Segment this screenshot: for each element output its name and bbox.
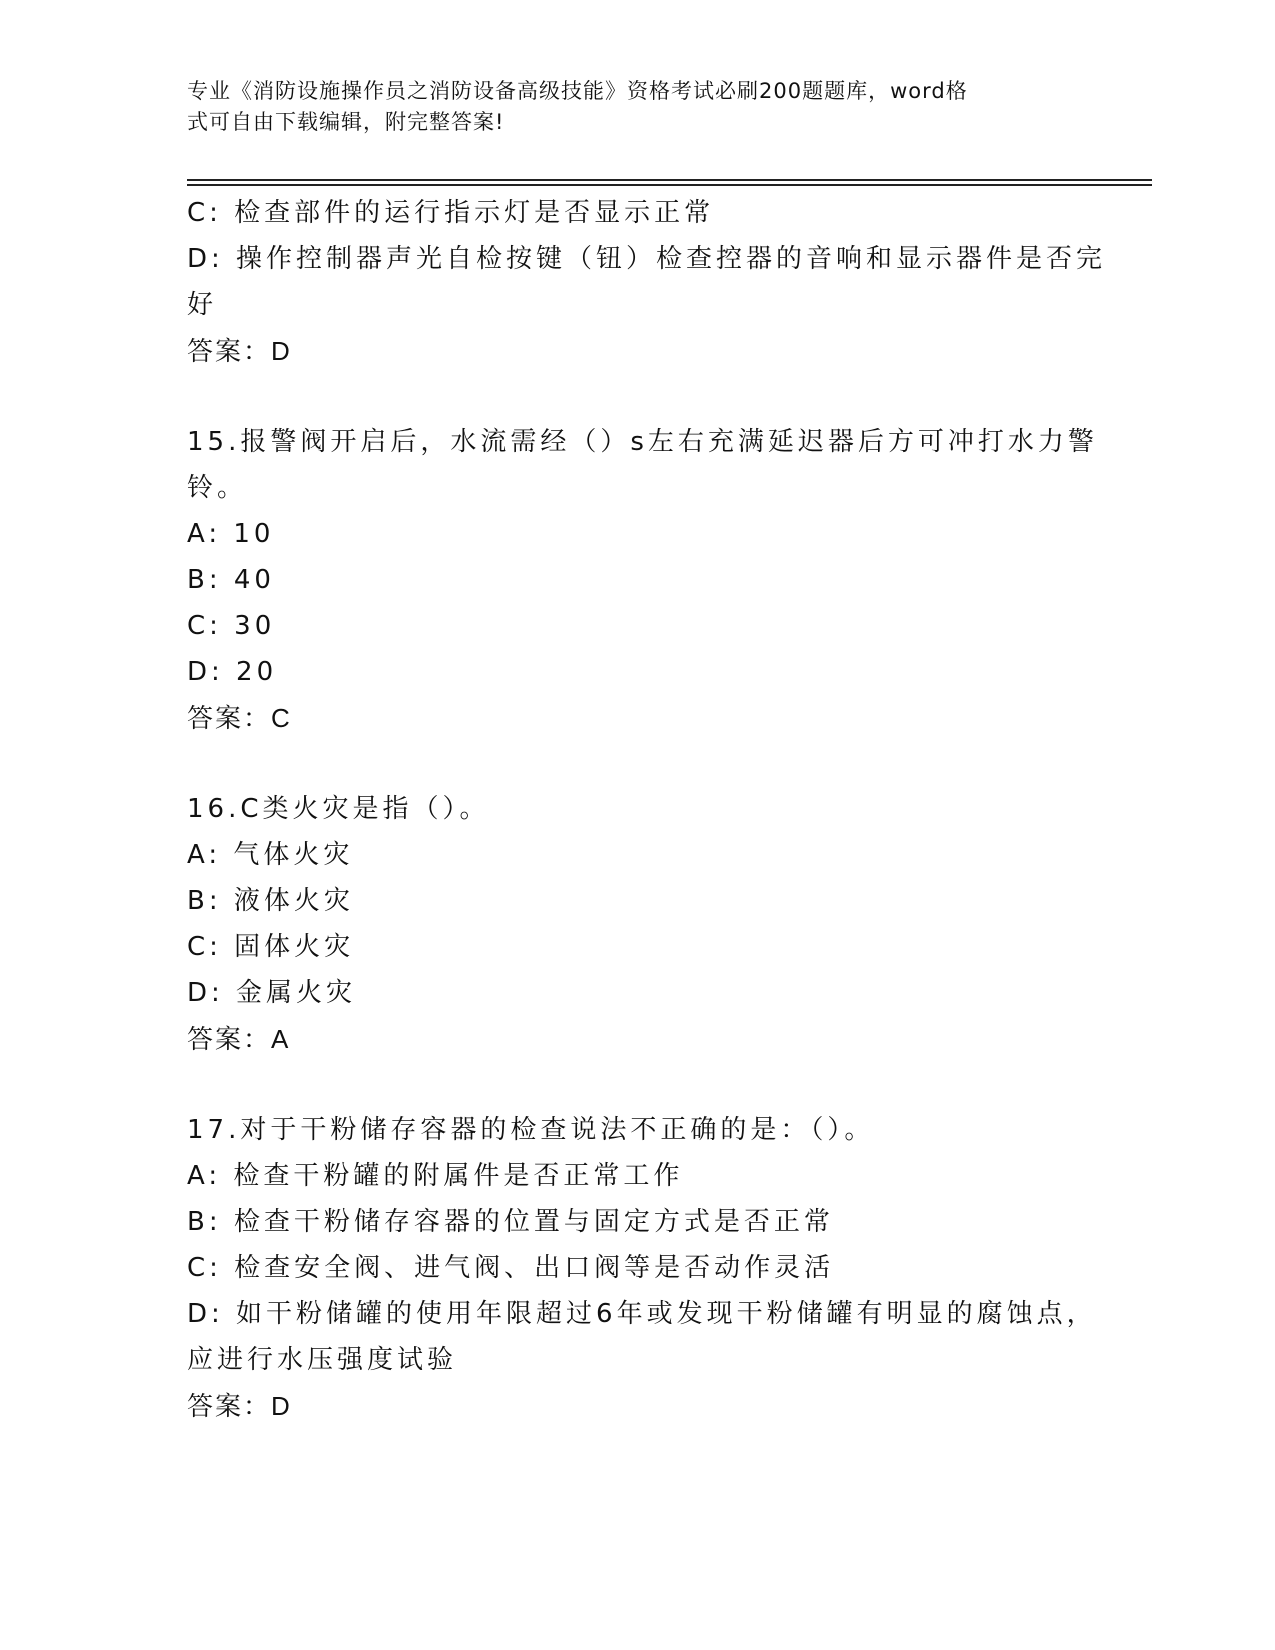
option-c: C: 固体火灾 — [187, 932, 355, 962]
option-b: B: 40 — [187, 565, 275, 595]
option-d: D: 金属火灾 — [187, 978, 357, 1008]
header-line-2: 式可自由下载编辑，附完整答案! — [187, 110, 505, 134]
option-a: A: 气体火灾 — [187, 840, 354, 870]
question-list — [187, 190, 1107, 1429]
question-16 — [187, 786, 1087, 1062]
previous-question — [187, 190, 1107, 374]
option-c: C: 30 — [187, 611, 276, 641]
option-a: A: 检查干粉罐的附属件是否正常工作 — [187, 1161, 684, 1191]
option-b: B: 检查干粉储存容器的位置与固定方式是否正常 — [187, 1207, 834, 1237]
option-a: A: 10 — [187, 519, 275, 549]
question-stem: 16.C类火灾是指（）。 — [187, 794, 490, 824]
option-d-continuation: 应进行水压强度试验 — [187, 1345, 458, 1375]
option-c: C: 检查部件的运行指示灯是否显示正常 — [187, 198, 715, 228]
header-line-1: 专业《消防设施操作员之消防设备高级技能》资格考试必刷200题题库，word格 — [187, 79, 968, 103]
option-d: D: 20 — [187, 657, 278, 687]
option-c: C: 检查安全阀、进气阀、出口阀等是否动作灵活 — [187, 1253, 835, 1283]
question-stem-continuation: 铃。 — [187, 473, 248, 503]
answer: 答案：C — [187, 703, 292, 733]
option-d-continuation: 好 — [187, 290, 218, 320]
option-b: B: 液体火灾 — [187, 886, 354, 916]
option-d: D: 如干粉储罐的使用年限超过6年或发现干粉储罐有明显的腐蚀点， — [187, 1299, 1097, 1329]
question-15 — [187, 419, 1098, 741]
answer: 答案：D — [187, 1391, 292, 1421]
answer: 答案：D — [187, 336, 292, 366]
header-divider-top — [187, 179, 1152, 181]
option-d: D: 操作控制器声光自检按键（钮）检查控器的音响和显示器件是否完 — [187, 244, 1107, 274]
question-stem: 17.对于干粉储存容器的检查说法不正确的是：（）。 — [187, 1115, 875, 1145]
question-17 — [187, 1107, 1097, 1429]
header-divider-bottom — [187, 184, 1152, 186]
document-header — [187, 76, 1067, 138]
answer: 答案：A — [187, 1024, 291, 1054]
question-stem: 15.报警阀开启后，水流需经（）s左右充满延迟器后方可冲打水力警 — [187, 427, 1098, 457]
